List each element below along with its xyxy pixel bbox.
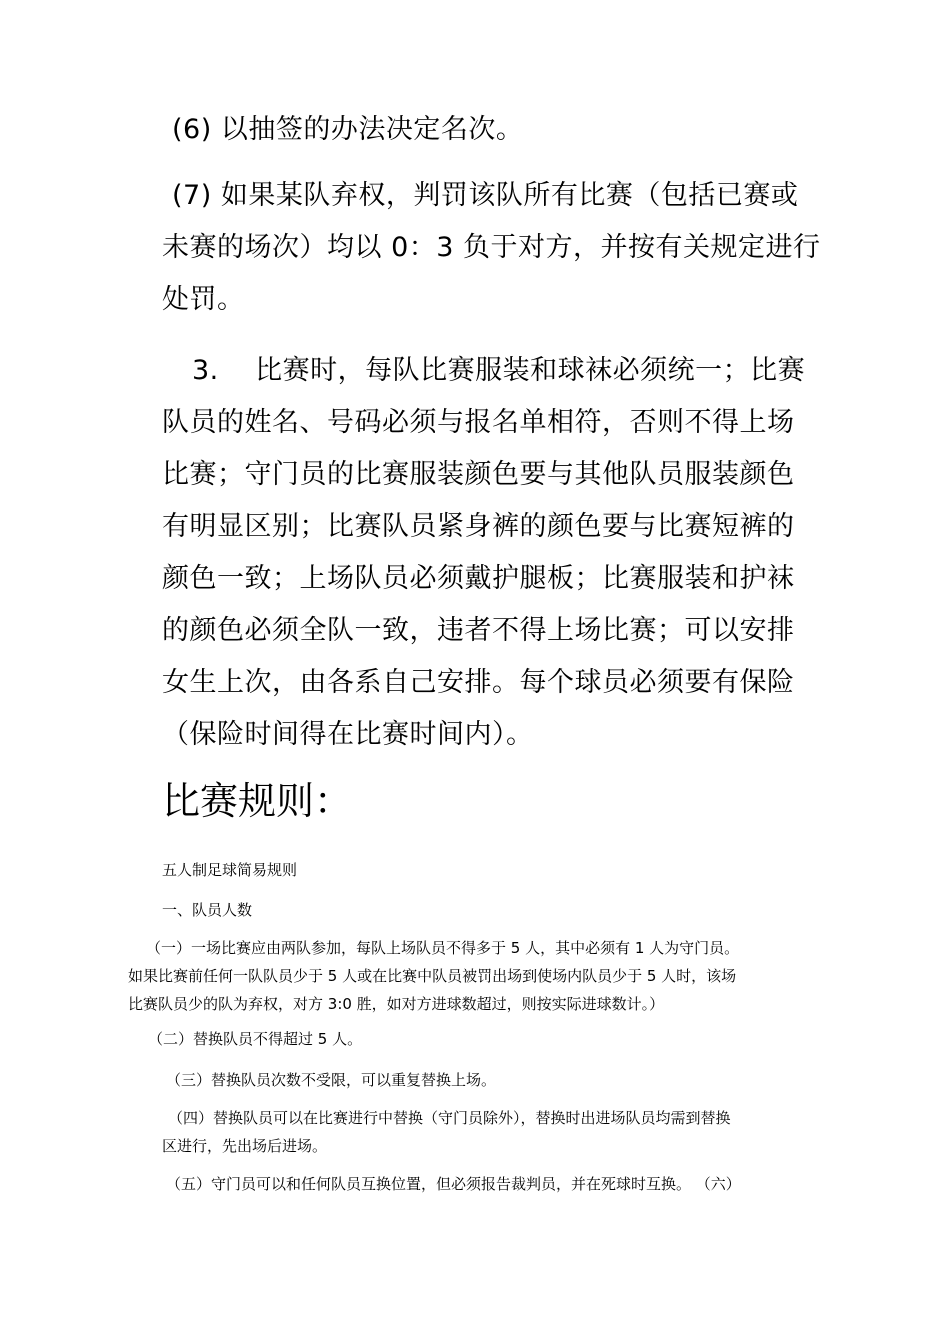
text-line: (6) 以抽签的办法决定名次。 [172, 114, 524, 145]
text-line: (7) 如果某队弃权，判罚该队所有比赛（包括已赛或 [172, 180, 799, 211]
rule-5 [166, 1170, 856, 1198]
paragraph-item-3 [162, 345, 852, 761]
rule-4 [162, 1104, 862, 1160]
paragraph-item-6 [172, 104, 862, 156]
text-line: （一）一场比赛应由两队参加，每队上场队员不得多于 5 人，其中必须有 1 人为守门员。 [146, 939, 740, 957]
section-heading: 比赛规则： [162, 779, 353, 823]
text-line: 的颜色必须全队一致，违者不得上场比赛；可以安排 [162, 615, 795, 646]
text-line: 比赛队员少的队为弃权，对方 3:0 胜，如对方进球数超过，则按实际进球数计。） [128, 995, 665, 1013]
rules-title [162, 856, 852, 884]
text-line: 颜色一致；上场队员必须戴护腿板；比赛服装和护袜 [162, 563, 795, 594]
rules-section-1 [162, 896, 852, 924]
paragraph-item-7 [162, 170, 852, 326]
rule-3 [166, 1066, 856, 1094]
text-line: 一、队员人数 [162, 901, 253, 919]
text-line: （二）替换队员不得超过 5 人。 [148, 1030, 363, 1048]
text-line: 有明显区别；比赛队员紧身裤的颜色要与比赛短裤的 [162, 511, 795, 542]
text-line: 3. 比赛时，每队比赛服装和球袜必须统一；比赛 [192, 355, 806, 386]
text-line: 五人制足球简易规则 [162, 861, 298, 879]
text-line: （保险时间得在比赛时间内）。 [162, 719, 534, 750]
text-line: 区进行，先出场后进场。 [162, 1137, 328, 1155]
text-line: 处罚。 [162, 284, 245, 315]
text-line: 未赛的场次）均以 0：3 负于对方，并按有关规定进行 [162, 232, 821, 263]
rule-2 [148, 1025, 838, 1053]
text-line: （五）守门员可以和任何队员互换位置，但必须报告裁判员，并在死球时互换。 （六） [166, 1175, 741, 1193]
text-line: 如果比赛前任何一队队员少于 5 人或在比赛中队员被罚出场到使场内队员少于 5 人时，该场 [128, 967, 737, 985]
text-line: （四）替换队员可以在比赛进行中替换（守门员除外），替换时出进场队员均需到替换 [168, 1109, 731, 1127]
text-line: 比赛；守门员的比赛服装颜色要与其他队员服装颜色 [162, 459, 795, 490]
text-line: （三）替换队员次数不受限，可以重复替换上场。 [166, 1071, 497, 1089]
text-line: 队员的姓名、号码必须与报名单相符，否则不得上场 [162, 407, 795, 438]
rule-1 [128, 934, 848, 1018]
text-line: 女生上次，由各系自己安排。每个球员必须要有保险 [162, 667, 795, 698]
